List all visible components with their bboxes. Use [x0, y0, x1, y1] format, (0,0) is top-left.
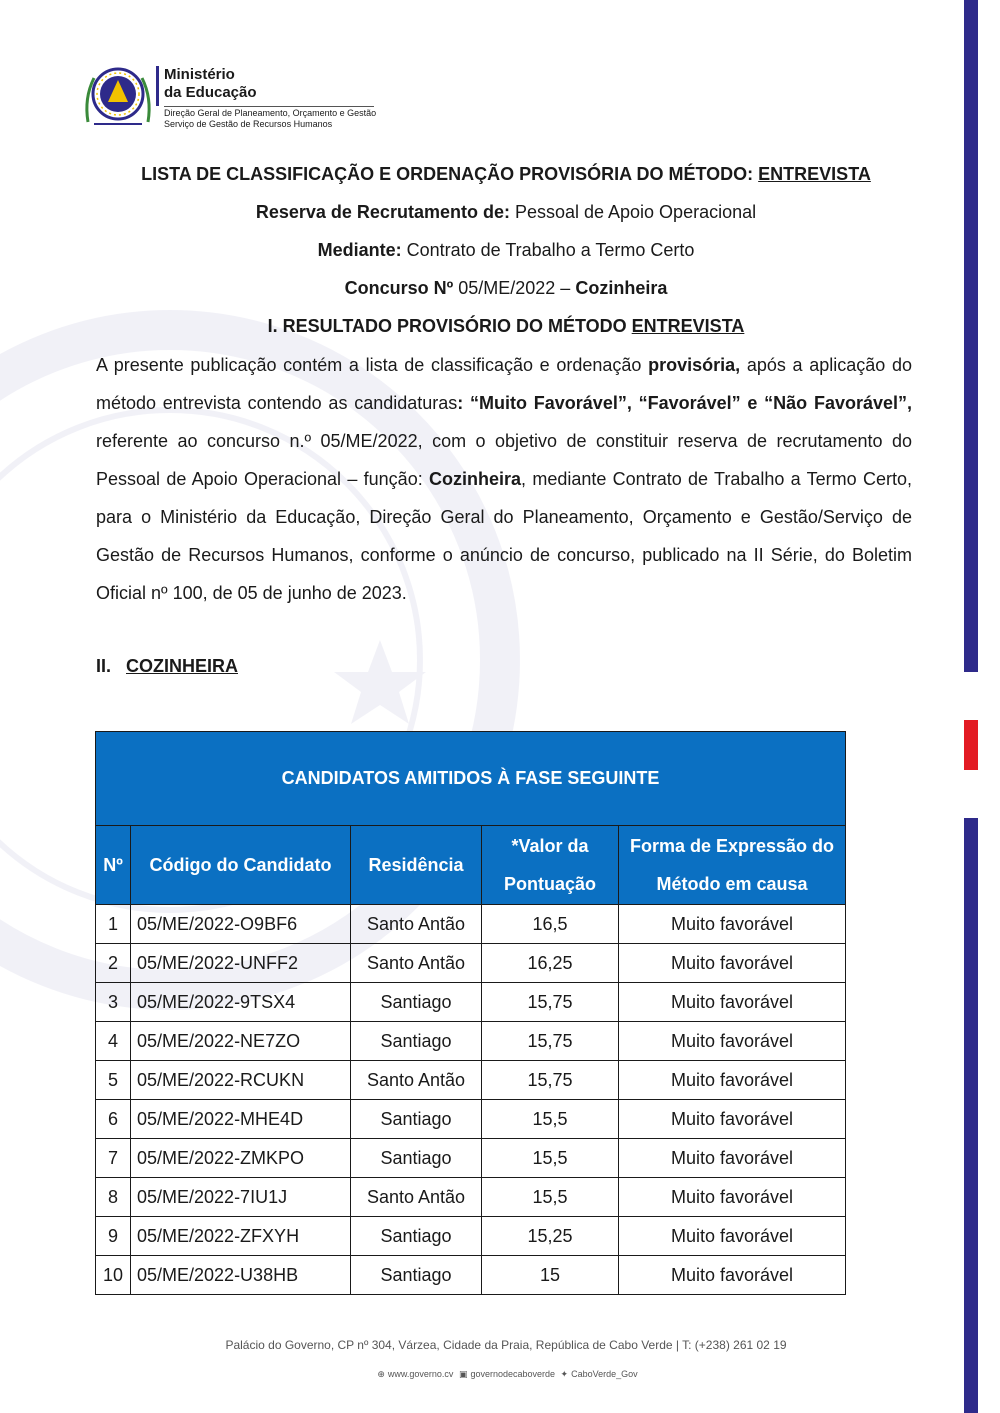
cell-residence: Santiago [351, 1256, 482, 1295]
logo-rule [164, 106, 374, 107]
cell-code: 05/ME/2022-ZFXYH [131, 1217, 351, 1256]
cell-score: 15,25 [482, 1217, 619, 1256]
cell-expression: Muito favorável [619, 905, 846, 944]
cell-number: 3 [96, 983, 131, 1022]
cell-residence: Santiago [351, 1022, 482, 1061]
table-caption: CANDIDATOS AMITIDOS À FASE SEGUINTE [96, 732, 846, 826]
cell-residence: Santiago [351, 1100, 482, 1139]
table-row [96, 1061, 846, 1100]
footer-links [0, 1369, 1000, 1380]
cell-code: 05/ME/2022-9TSX4 [131, 983, 351, 1022]
table-row [96, 983, 846, 1022]
cell-number: 8 [96, 1178, 131, 1217]
cell-code: 05/ME/2022-U38HB [131, 1256, 351, 1295]
ministry-logo [80, 62, 380, 134]
right-red-bar [964, 720, 978, 770]
col-header-number: Nº [96, 826, 131, 905]
table-row [96, 944, 846, 983]
cell-number: 2 [96, 944, 131, 983]
cell-residence: Santo Antão [351, 944, 482, 983]
footer-address: Palácio do Governo, CP nº 304, Várzea, Cidade da Praia, República de Cabo Verde | T: (+238) 261 02 19 [225, 1338, 787, 1352]
service-name: Serviço de Gestão de Recursos Humanos [164, 119, 333, 129]
table-row [96, 905, 846, 944]
cell-score: 15,5 [482, 1178, 619, 1217]
cell-expression: Muito favorável [619, 1100, 846, 1139]
cell-number: 7 [96, 1139, 131, 1178]
document-title: LISTA DE CLASSIFICAÇÃO E ORDENAÇÃO PROVISÓRIA DO MÉTODO: ENTREVISTA [141, 164, 871, 184]
cell-score: 15,5 [482, 1139, 619, 1178]
table-row [96, 1139, 846, 1178]
intro-paragraph: A presente publicação contém a lista de classificação e ordenação provisória, após a aplicação do método entrevista contendo as candidaturas: “Muito Favorável”, “Favorável” e “Não Favorável”, referente ao concurso n.º 05/ME/2022, com o objetivo de constituir reserva de recrutamento do Pessoal de Apoio Operacional – função: Cozinheira, mediante Contrato de Trabalho a Termo Certo, para o Ministério da Educação, Direção Geral do Planeamento, Orçamento e Gestão/Serviço de Gestão de Recursos Humanos, conforme o anúncio de concurso, publicado na II Série, do Boletim Oficial nº 100, de 05 de junho de 2023. [96, 355, 912, 603]
cell-expression: Muito favorável [619, 1256, 846, 1295]
cell-residence: Santiago [351, 1139, 482, 1178]
cell-number: 1 [96, 905, 131, 944]
table-row [96, 1256, 846, 1295]
twitter-icon: ✦ [560, 1369, 569, 1379]
col-header-expression: Forma de Expressão do Método em causa [619, 826, 846, 905]
cell-expression: Muito favorável [619, 983, 846, 1022]
cell-expression: Muito favorável [619, 1022, 846, 1061]
cell-residence: Santiago [351, 1217, 482, 1256]
table-row [96, 1217, 846, 1256]
facebook-icon: ▣ [458, 1369, 468, 1379]
cell-number: 6 [96, 1100, 131, 1139]
cell-number: 9 [96, 1217, 131, 1256]
section1-heading: I. RESULTADO PROVISÓRIO DO MÉTODO ENTREVISTA [267, 316, 745, 336]
cell-score: 15 [482, 1256, 619, 1295]
cell-number: 5 [96, 1061, 131, 1100]
cell-code: 05/ME/2022-UNFF2 [131, 944, 351, 983]
cell-expression: Muito favorável [619, 1217, 846, 1256]
col-header-code: Código do Candidato [131, 826, 351, 905]
col-header-score: *Valor da Pontuação [482, 826, 619, 905]
globe-icon: ⊕ [377, 1369, 385, 1379]
directorate-name: Direção Geral de Planeamento, Orçamento e Gestão [164, 108, 377, 118]
table-body [96, 905, 846, 1295]
twitter-link[interactable]: CaboVerde_Gov [571, 1369, 638, 1379]
cell-code: 05/ME/2022-NE7ZO [131, 1022, 351, 1061]
cell-score: 15,75 [482, 983, 619, 1022]
table-row [96, 1100, 846, 1139]
cell-number: 4 [96, 1022, 131, 1061]
right-blue-bar-bottom [964, 818, 978, 1413]
cell-expression: Muito favorável [619, 1178, 846, 1217]
table-row [96, 1178, 846, 1217]
cell-expression: Muito favorável [619, 1061, 846, 1100]
cell-residence: Santo Antão [351, 1061, 482, 1100]
concurso-line: Concurso Nº 05/ME/2022 – Cozinheira [344, 278, 668, 298]
cell-score: 15,75 [482, 1061, 619, 1100]
candidates-table [95, 731, 846, 1295]
ministry-name: Ministério da Educação [164, 66, 257, 101]
mediante-line: Mediante: Contrato de Trabalho a Termo Certo [317, 240, 695, 260]
cell-score: 15,75 [482, 1022, 619, 1061]
cell-number: 10 [96, 1256, 131, 1295]
reserva-line: Reserva de Recrutamento de: Pessoal de Apoio Operacional [255, 202, 757, 222]
cell-code: 05/ME/2022-MHE4D [131, 1100, 351, 1139]
cell-expression: Muito favorável [619, 944, 846, 983]
cell-code: 05/ME/2022-O9BF6 [131, 905, 351, 944]
cell-score: 15,5 [482, 1100, 619, 1139]
national-seal-icon [80, 62, 156, 134]
cell-code: 05/ME/2022-ZMKPO [131, 1139, 351, 1178]
cell-code: 05/ME/2022-7IU1J [131, 1178, 351, 1217]
col-header-residence: Residência [351, 826, 482, 905]
cell-code: 05/ME/2022-RCUKN [131, 1061, 351, 1100]
cell-residence: Santo Antão [351, 1178, 482, 1217]
cell-residence: Santo Antão [351, 905, 482, 944]
cell-score: 16,5 [482, 905, 619, 944]
table-row [96, 1022, 846, 1061]
section2-heading: II. COZINHEIRA [96, 656, 238, 676]
cell-score: 16,25 [482, 944, 619, 983]
website-link[interactable]: www.governo.cv [387, 1369, 454, 1379]
cell-expression: Muito favorável [619, 1139, 846, 1178]
facebook-link[interactable]: governodecaboverde [470, 1369, 556, 1379]
cell-residence: Santiago [351, 983, 482, 1022]
logo-divider [156, 66, 159, 106]
